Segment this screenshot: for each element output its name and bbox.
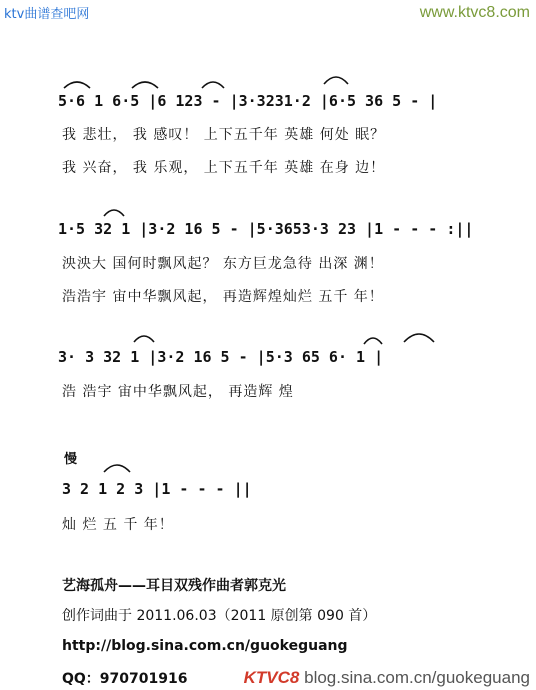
watermark-site-url: www.ktvc8.com bbox=[419, 4, 530, 21]
score-row-1-lyric-verse-1: 我 悲壮， 我 感叹！ 上下五千年 英雄 何处 眠？ bbox=[62, 127, 386, 143]
watermark-bottom bbox=[244, 668, 530, 688]
slur-mark bbox=[62, 76, 92, 90]
score-row-3-lyric: 浩 浩宇 宙中华飘风起， 再造辉 煌 bbox=[62, 384, 294, 400]
score-row-1-lyric-verse-2: 我 兴奋， 我 乐观， 上下五千年 英雄 在身 边！ bbox=[62, 160, 386, 176]
slur-mark bbox=[130, 76, 160, 90]
slur-mark bbox=[402, 326, 436, 344]
score-row-4-lyric: 灿 烂 五 千 年！ bbox=[62, 517, 174, 533]
watermark-blog-url: blog.sina.com.cn/guokeguang bbox=[304, 668, 530, 687]
score-row-2-lyric-verse-1: 泱泱大 国何时飘风起？ 东方巨龙急待 出深 渊！ bbox=[62, 256, 384, 272]
slur-mark bbox=[102, 458, 132, 474]
slur-mark bbox=[362, 332, 384, 346]
credit-date: 创作词曲于 2011.06.03（2011 原创第 090 首） bbox=[62, 608, 377, 624]
watermark-site-name: ktv曲谱查吧网 bbox=[4, 7, 90, 22]
score-row-1-notation: 5·6 1 6·5 |6 123 - |3·3231·2 |6·5 36 5 - | bbox=[58, 92, 438, 110]
slur-mark bbox=[132, 330, 156, 344]
score-row-3-notation: 3· 3 32 1 |3·2 16 5 - |5·3 65 6· 1 | bbox=[58, 348, 384, 366]
credit-qq: QQ：970701916 bbox=[62, 671, 188, 687]
watermark-logo: KTVC8 bbox=[243, 668, 300, 687]
slur-mark bbox=[322, 70, 350, 86]
credit-author: 艺海孤舟——耳目双残作曲者郭克光 bbox=[62, 578, 286, 594]
score-row-2-notation: 1·5 32 1 |3·2 16 5 - |5·3653·3 23 |1 - - - :|| bbox=[58, 220, 474, 238]
slur-mark bbox=[102, 204, 126, 218]
score-row-2-lyric-verse-2: 浩浩宇 宙中华飘风起， 再造辉煌灿烂 五千 年！ bbox=[62, 289, 384, 305]
slur-mark bbox=[200, 76, 226, 90]
score-row-4-notation: 3 2 1 2 3 |1 - - - || bbox=[62, 480, 252, 498]
tempo-marking: 慢 bbox=[64, 452, 78, 467]
credit-blog-url: http://blog.sina.com.cn/guokeguang bbox=[62, 638, 348, 654]
